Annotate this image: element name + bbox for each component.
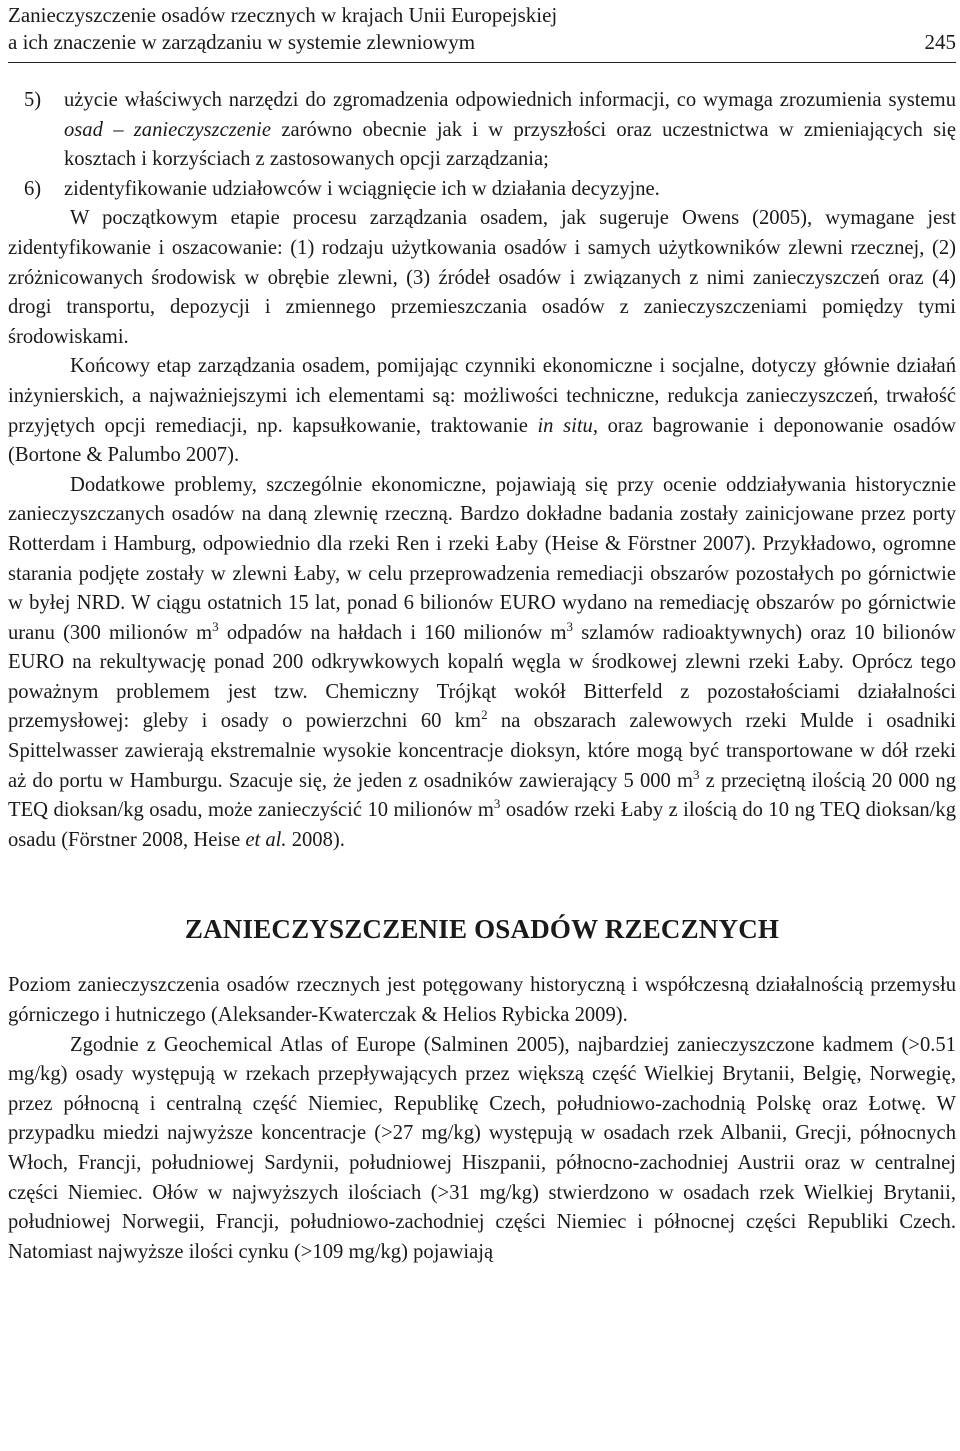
paragraph: Poziom zanieczyszczenia osadów rzecznych jest potęgowany historyczną i współczesną działalnością przemysłu górniczego i hutniczego (Aleksander-Kwaterczak & Helios Rybicka 2009). (8, 974, 956, 1027)
paragraph (8, 352, 956, 470)
superscript: 3 (212, 618, 219, 634)
list-item (8, 175, 956, 205)
running-title-line-1: Zanieczyszczenie osadów rzecznych w krajach Unii Europejskiej (8, 3, 558, 27)
list-item-text: użycie właściwych narzędzi do zgromadzenia odpowiednich informacji, co wymaga zrozumienia systemu (64, 89, 956, 111)
list-item-text: zarówno obecnie jak i w przyszłości oraz uczestnictwa w zmieniających się kosztach i korzyściach z zastosowanych opcji zarządzania; (64, 118, 956, 171)
paragraph-text: 2008). (286, 828, 345, 851)
paragraph-text: na obszarach zalewowych rzeki Mulde i osadniki Spittelwasser zawierają ekstremalnie wysokie koncentracje dioksyn, które mogą być transportowane w dół rzeki aż do portu w Hamburgu. Szacuje się, że jeden z osadników zawierający 5 000 m (8, 710, 956, 792)
list-item-number: 5) (24, 89, 42, 111)
paragraph-text: Końcowy etap zarządzania osadem, pomijając czynniki ekonomiczne i socjalne, dotyczy głównie działań inżynierskich, a najważniejszymi ich elementami są: możliwości techniczne, redukcja zanieczyszczeń, trwałość przyjętych opcji remediacji, np. kapsułkowanie, traktowanie (8, 355, 956, 437)
superscript: 2 (481, 707, 488, 723)
paragraph-emphasis: in situ (537, 414, 593, 437)
superscript: 3 (566, 618, 574, 634)
paragraph-text: z przeciętną ilością 20 000 ng TEQ dioksan/kg osadu, może zanieczyścić 10 milionów m (8, 769, 956, 822)
paragraph-text: szlamów radioaktywnych) oraz 10 bilionów EURO na rekultywację ponad 200 odkrywkowych kopalń węgla w środkowej zlewni rzeki Łaby. Oprócz tego poważnym problemem jest tzw. Chemiczny Trójkąt wokół Bitterfeld z pozostałościami działalności przemysłowej: gleby i osady o powierzchni 60 km (8, 621, 956, 733)
page-number: 245 (924, 30, 956, 54)
paragraph-text: Dodatkowe problemy, szczególnie ekonomiczne, pojawiają się przy ocenie oddziaływania historycznie zanieczyszczanych osadów na daną zlewnię rzeczną. Bardzo dokładne badania zostały zainicjowane przez porty Rotterdam i Hamburg, odpowiednio dla rzeki Ren i rzeki Łaby (Heise & Förstner 2007). Przykładowo, ogromne starania podjęte zostały w zlewni Łaby, w celu przeprowadzenia remediacji obszarów pozostałych po górnictwie w byłej NRD. W ciągu ostatnich 15 lat, ponad 6 bilionów EURO wydano na remediację obszarów po górnictwie uranu (300 milionów m (8, 473, 956, 644)
paragraph-text: , oraz bagrowanie i deponowanie osadów (Bortone & Palumbo 2007). (8, 414, 956, 467)
header-rule (8, 62, 956, 63)
paragraph-emphasis: et al. (245, 828, 287, 851)
list-item-text: zidentyfikowanie udziałowców i wciągnięcie ich w działania decyzyjne. (64, 177, 660, 200)
superscript: 3 (693, 766, 700, 782)
list-item-emphasis: osad – zanieczyszczenie (64, 118, 272, 141)
running-header (8, 2, 956, 56)
running-title-line-2: a ich znaczenie w zarządzaniu w systemie zlewniowym (8, 30, 476, 54)
paragraph: W początkowym etapie procesu zarządzania osadem, jak sugeruje Owens (2005), wymagane jest zidentyfikowanie i oszacowanie: (1) rodzaju użytkowania osadów i samych użytkowników zlewni rzecznej, (2) zróżnicowanych środowisk w obrębie zlewni, (3) źródeł osadów i związanych z nimi zanieczyszczeń oraz (4) drogi transportu, depozycji i zmiennego przemieszczania osadów z zanieczyszczeniami pomiędzy tymi środowiskami. (8, 207, 956, 348)
paragraph: Zgodnie z Geochemical Atlas of Europe (Salminen 2005), najbardziej zanieczyszczone kadmem (>0.51 mg/kg) osady występują w rzekach przepływających przez większą część Wielkiej Brytanii, Belgię, Norwegię, przez północną i centralną część Niemiec, Republikę Czech, południowo-zachodnią Polskę oraz Łotwę. W przypadku miedzi najwyższe koncentracje (>27 mg/kg) występują w osadach rzek Albanii, Grecji, północnych Włoch, Francji, południowej Sardynii, południowej Hiszpanii, północno-zachodniej Austrii oraz w centralnej części Niemiec. Ołów w najwyższych ilościach (>31 mg/kg) stwierdzono w osadach rzek Wielkiej Brytanii, południowej Norwegii, Francji, południowo-zachodniej części Niemiec i północnej części Republiki Czech. Natomiast najwyższe ilości cynku (>109 mg/kg) pojawiają (8, 1033, 956, 1263)
paragraph-text: osadów rzeki Łaby z ilością do 10 ng TEQ dioksan/kg osadu (Förstner 2008, Heise (8, 799, 956, 851)
body-text (8, 86, 956, 1267)
paragraph-text: odpadów na hałdach i 160 milionów m (218, 621, 567, 644)
list-item (8, 86, 956, 175)
section-heading: ZANIECZYSZCZENIE OSADÓW RZECZNYCH (184, 914, 780, 945)
superscript: 3 (493, 796, 501, 812)
paragraph (8, 471, 956, 856)
list-item-number: 6) (24, 177, 42, 200)
